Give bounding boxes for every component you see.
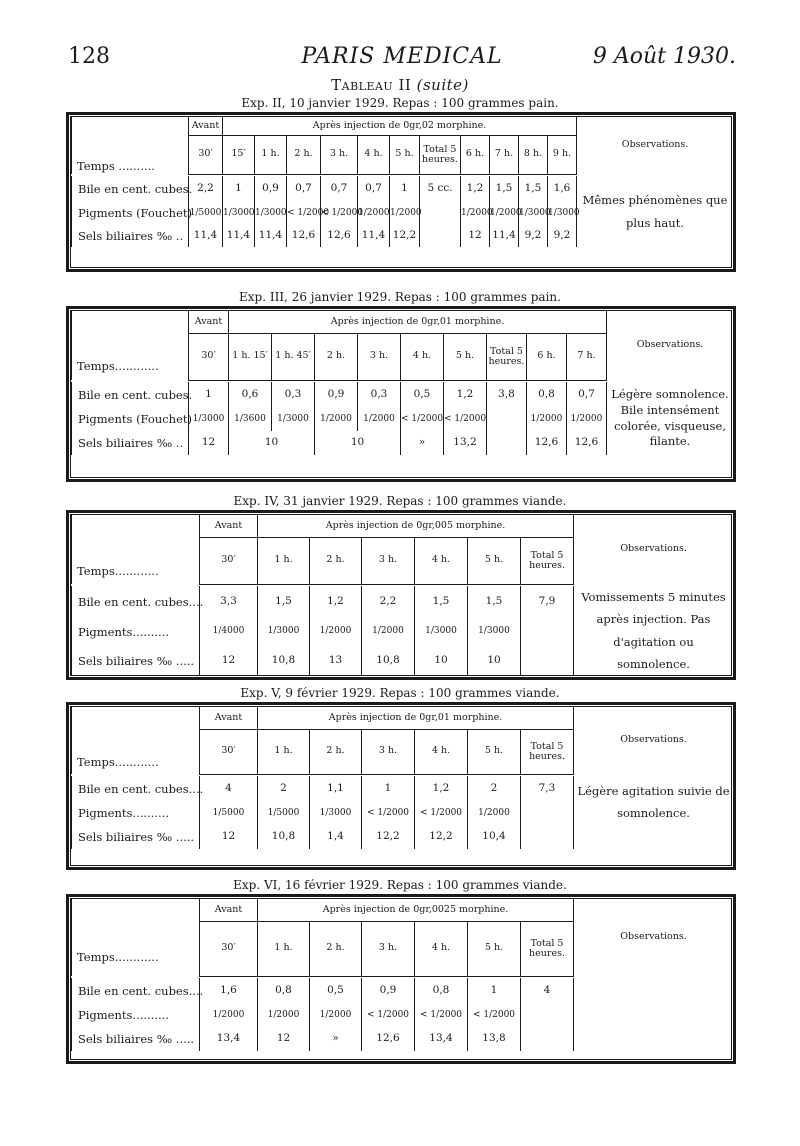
exp-2-time-11: 9 h. bbox=[548, 135, 577, 174]
exp-2-avant: Avant bbox=[189, 117, 223, 135]
exp-4-time-5: 5 h. bbox=[468, 537, 521, 584]
exp-4-bile-1: 1,5 bbox=[258, 586, 310, 618]
exp-6-bile-5: 1 bbox=[468, 978, 521, 1004]
exp-2-pig-7 bbox=[420, 202, 461, 225]
exp-3-bile-8: 0,8 bbox=[527, 382, 567, 408]
exp-2-temps-label: Temps .......... bbox=[77, 159, 155, 173]
exp-2-time-1: 15′ bbox=[223, 135, 255, 174]
exp-2-table bbox=[66, 112, 736, 272]
exp-6-sels-label: Sels biliaires ‰ ..... bbox=[72, 1027, 200, 1051]
exp-2-time-5: 4 h. bbox=[358, 135, 390, 174]
exp-4-bile-label: Bile en cent. cubes.... bbox=[72, 586, 200, 618]
exp-6-condition: Après injection de 0gr,0025 morphine. bbox=[258, 899, 574, 921]
exp-5-observations: Légère agitation suivie de somnolence. bbox=[574, 776, 734, 849]
exp-4-sels-6 bbox=[521, 646, 574, 676]
exp-5-bile-1: 2 bbox=[258, 776, 310, 802]
exp-4-time-1: 1 h. bbox=[258, 537, 310, 584]
exp-3-bile-5: 0,5 bbox=[401, 382, 444, 408]
exp-6-temps-label: Temps............ bbox=[77, 950, 159, 964]
exp-2-bile-label: Bile en cent. cubes. bbox=[72, 176, 189, 202]
exp-3-pig-7 bbox=[487, 408, 527, 431]
exp-6-observations bbox=[574, 978, 734, 1051]
exp-3-sels-8: 12,6 bbox=[527, 431, 567, 455]
exp-5-time-0: 30′ bbox=[200, 729, 258, 774]
exp-2-bile-6: 1 bbox=[390, 176, 420, 202]
exp-4-pig-0: 1/4000 bbox=[200, 618, 258, 646]
exp-5-observations-header: Observations. bbox=[574, 707, 734, 774]
exp-6-sels-5: 13,8 bbox=[468, 1027, 521, 1051]
exp-6-time-3: 3 h. bbox=[362, 921, 415, 976]
exp-6-pig-1: 1/2000 bbox=[258, 1004, 310, 1027]
exp-2-bile-10: 1,5 bbox=[519, 176, 548, 202]
exp-2-bile-4: 0,7 bbox=[321, 176, 358, 202]
exp-4-bile-2: 1,2 bbox=[310, 586, 362, 618]
exp-5-condition: Après injection de 0gr,01 morphine. bbox=[258, 707, 574, 729]
exp-2-bile-0: 2,2 bbox=[189, 176, 223, 202]
exp-3-sels-1: 10 bbox=[229, 431, 315, 455]
page-number: 128 bbox=[68, 44, 110, 69]
exp-4-time-3: 3 h. bbox=[362, 537, 415, 584]
exp-6-bile-4: 0,8 bbox=[415, 978, 468, 1004]
exp-4-bile-0: 3,3 bbox=[200, 586, 258, 618]
exp-2-sels-7 bbox=[420, 225, 461, 247]
exp-3-observations-header: Observations. bbox=[607, 311, 734, 380]
exp-2-pig-8: 1/2000 bbox=[461, 202, 490, 225]
exp-2-sels-9: 11,4 bbox=[490, 225, 519, 247]
exp-2-sels-2: 11,4 bbox=[255, 225, 287, 247]
exp-5-sels-4: 12,2 bbox=[415, 825, 468, 849]
exp-6-sels-0: 13,4 bbox=[200, 1027, 258, 1051]
exp-6-sels-1: 12 bbox=[258, 1027, 310, 1051]
exp-6-time-6: Total 5 heures. bbox=[521, 921, 574, 976]
exp-4-observations: Vomissements 5 minutes après injection. Pas d'agitation ou somnolence. bbox=[574, 586, 734, 676]
exp-5-sels-6 bbox=[521, 825, 574, 849]
exp-5-sels-1: 10,8 bbox=[258, 825, 310, 849]
exp-5-pig-2: 1/3000 bbox=[310, 802, 362, 825]
exp-4-condition: Après injection de 0gr,005 morphine. bbox=[258, 515, 574, 537]
exp-3-condition: Après injection de 0gr,01 morphine. bbox=[229, 311, 607, 333]
exp-6-pig-0: 1/2000 bbox=[200, 1004, 258, 1027]
exp-3-pig-9: 1/2000 bbox=[567, 408, 607, 431]
exp-3-pig-6: < 1/2000 bbox=[444, 408, 487, 431]
exp-6-sels-2: » bbox=[310, 1027, 362, 1051]
exp-5-pig-6 bbox=[521, 802, 574, 825]
exp-6-pig-3: < 1/2000 bbox=[362, 1004, 415, 1027]
exp-4-time-6: Total 5 heures. bbox=[521, 537, 574, 584]
exp-5-sels-label: Sels biliaires ‰ ..... bbox=[72, 825, 200, 849]
exp-3-bile-3: 0,9 bbox=[315, 382, 358, 408]
exp-5-bile-4: 1,2 bbox=[415, 776, 468, 802]
exp-4-bile-6: 7,9 bbox=[521, 586, 574, 618]
exp-3-avant: Avant bbox=[189, 311, 229, 333]
exp-4-pig-4: 1/3000 bbox=[415, 618, 468, 646]
exp-3-bile-0: 1 bbox=[189, 382, 229, 408]
exp-5-sels-5: 10,4 bbox=[468, 825, 521, 849]
exp-3-pig-2: 1/3000 bbox=[272, 408, 315, 431]
exp-2-observations: Mêmes phénomènes que plus haut. bbox=[577, 176, 734, 247]
exp-6-pig-4: < 1/2000 bbox=[415, 1004, 468, 1027]
exp-2-time-9: 7 h. bbox=[490, 135, 519, 174]
exp-5-bile-5: 2 bbox=[468, 776, 521, 802]
exp-4-sels-0: 12 bbox=[200, 646, 258, 676]
exp-4-sels-label: Sels biliaires ‰ ..... bbox=[72, 646, 200, 676]
issue-date: 9 Août 1930. bbox=[592, 44, 736, 69]
exp-2-sels-8: 12 bbox=[461, 225, 490, 247]
exp-2-time-3: 2 h. bbox=[287, 135, 321, 174]
exp-3-bile-4: 0,3 bbox=[358, 382, 401, 408]
exp-2-sels-11: 9,2 bbox=[548, 225, 577, 247]
exp-3-bile-2: 0,3 bbox=[272, 382, 315, 408]
exp-3-bile-9: 0,7 bbox=[567, 382, 607, 408]
exp-6-pig-2: 1/2000 bbox=[310, 1004, 362, 1027]
exp-5-sels-0: 12 bbox=[200, 825, 258, 849]
exp-2-bile-5: 0,7 bbox=[358, 176, 390, 202]
exp-5-pig-3: < 1/2000 bbox=[362, 802, 415, 825]
exp-2-pig-4: < 1/2000 bbox=[321, 202, 358, 225]
exp-3-pigments-label: Pigments (Fouchet) bbox=[72, 408, 189, 431]
exp-5-time-4: 4 h. bbox=[415, 729, 468, 774]
exp-3-temps-label: Temps............ bbox=[77, 359, 159, 373]
exp-2-sels-label: Sels biliaires ‰ .. bbox=[72, 225, 189, 247]
table-title-main: Tableau II bbox=[331, 76, 412, 94]
exp-4-time-0: 30′ bbox=[200, 537, 258, 584]
exp-4-pig-5: 1/3000 bbox=[468, 618, 521, 646]
exp-5-pigments-label: Pigments.......... bbox=[72, 802, 200, 825]
exp-3-sels-6: 13,2 bbox=[444, 431, 487, 455]
exp-2-time-6: 5 h. bbox=[390, 135, 420, 174]
exp-5-time-6: Total 5 heures. bbox=[521, 729, 574, 774]
exp-6-bile-6: 4 bbox=[521, 978, 574, 1004]
exp-2-pig-11: 1/3000 bbox=[548, 202, 577, 225]
exp-4-bile-3: 2,2 bbox=[362, 586, 415, 618]
exp-3-pig-3: 1/2000 bbox=[315, 408, 358, 431]
exp-4-avant: Avant bbox=[200, 515, 258, 537]
exp-6-table bbox=[66, 894, 736, 1064]
exp-3-sels-0: 12 bbox=[189, 431, 229, 455]
exp-2-time-0: 30′ bbox=[189, 135, 223, 174]
exp-5-bile-label: Bile en cent. cubes.... bbox=[72, 776, 200, 802]
exp-2-pigments-label: Pigments (Fouchet) bbox=[72, 202, 189, 225]
exp-4-sels-2: 13 bbox=[310, 646, 362, 676]
exp-4-table bbox=[66, 510, 736, 680]
exp-4-time-2: 2 h. bbox=[310, 537, 362, 584]
exp-4-pigments-label: Pigments.......... bbox=[72, 618, 200, 646]
exp-4-pig-3: 1/2000 bbox=[362, 618, 415, 646]
exp-5-pig-5: 1/2000 bbox=[468, 802, 521, 825]
exp-3-bile-6: 1,2 bbox=[444, 382, 487, 408]
exp-6-sels-4: 13,4 bbox=[415, 1027, 468, 1051]
exp-4-time-4: 4 h. bbox=[415, 537, 468, 584]
exp-6-time-4: 4 h. bbox=[415, 921, 468, 976]
exp-5-caption: Exp. V, 9 février 1929. Repas : 100 grammes viande. bbox=[240, 686, 560, 700]
exp-6-bile-label: Bile en cent. cubes.... bbox=[72, 978, 200, 1004]
exp-2-sels-5: 11,4 bbox=[358, 225, 390, 247]
table-title bbox=[0, 76, 800, 94]
exp-4-bile-5: 1,5 bbox=[468, 586, 521, 618]
exp-4-pig-2: 1/2000 bbox=[310, 618, 362, 646]
exp-2-sels-1: 11,4 bbox=[223, 225, 255, 247]
exp-5-pig-1: 1/5000 bbox=[258, 802, 310, 825]
exp-3-time-8: 6 h. bbox=[527, 333, 567, 380]
exp-3-bile-1: 0,6 bbox=[229, 382, 272, 408]
exp-5-table bbox=[66, 702, 736, 870]
exp-3-table bbox=[66, 306, 736, 482]
exp-6-avant: Avant bbox=[200, 899, 258, 921]
exp-3-pig-1: 1/3600 bbox=[229, 408, 272, 431]
exp-6-sels-6 bbox=[521, 1027, 574, 1051]
exp-4-sels-4: 10 bbox=[415, 646, 468, 676]
exp-2-bile-11: 1,6 bbox=[548, 176, 577, 202]
exp-2-pig-2: 1/3000 bbox=[255, 202, 287, 225]
exp-6-sels-3: 12,6 bbox=[362, 1027, 415, 1051]
exp-2-bile-9: 1,5 bbox=[490, 176, 519, 202]
exp-2-pig-5: 1/2000 bbox=[358, 202, 390, 225]
exp-6-bile-1: 0,8 bbox=[258, 978, 310, 1004]
exp-6-observations-header: Observations. bbox=[574, 899, 734, 976]
exp-2-bile-2: 0,9 bbox=[255, 176, 287, 202]
exp-3-time-7: Total 5 heures. bbox=[487, 333, 527, 380]
exp-3-sels-7 bbox=[487, 431, 527, 455]
exp-4-pig-6 bbox=[521, 618, 574, 646]
exp-2-bile-1: 1 bbox=[223, 176, 255, 202]
exp-2-time-2: 1 h. bbox=[255, 135, 287, 174]
exp-4-bile-4: 1,5 bbox=[415, 586, 468, 618]
exp-2-time-10: 8 h. bbox=[519, 135, 548, 174]
exp-6-caption: Exp. VI, 16 février 1929. Repas : 100 grammes viande. bbox=[233, 878, 567, 892]
exp-3-time-9: 7 h. bbox=[567, 333, 607, 380]
exp-3-caption: Exp. III, 26 janvier 1929. Repas : 100 grammes pain. bbox=[239, 290, 561, 304]
exp-3-pig-0: 1/3000 bbox=[189, 408, 229, 431]
exp-4-sels-5: 10 bbox=[468, 646, 521, 676]
exp-2-sels-0: 11,4 bbox=[189, 225, 223, 247]
exp-5-sels-3: 12,2 bbox=[362, 825, 415, 849]
exp-5-avant: Avant bbox=[200, 707, 258, 729]
exp-3-bile-7: 3,8 bbox=[487, 382, 527, 408]
exp-2-time-4: 3 h. bbox=[321, 135, 358, 174]
table-title-suffix: (suite) bbox=[416, 76, 469, 94]
exp-4-sels-1: 10,8 bbox=[258, 646, 310, 676]
exp-2-pig-10: 1/3000 bbox=[519, 202, 548, 225]
exp-4-pig-1: 1/3000 bbox=[258, 618, 310, 646]
exp-3-bile-label: Bile en cent. cubes. bbox=[72, 382, 189, 408]
exp-2-sels-10: 9,2 bbox=[519, 225, 548, 247]
exp-2-sels-3: 12,6 bbox=[287, 225, 321, 247]
exp-6-pig-5: < 1/2000 bbox=[468, 1004, 521, 1027]
exp-4-sels-3: 10,8 bbox=[362, 646, 415, 676]
exp-2-sels-6: 12,2 bbox=[390, 225, 420, 247]
exp-5-bile-3: 1 bbox=[362, 776, 415, 802]
exp-3-time-2: 1 h. 45′ bbox=[272, 333, 315, 380]
exp-2-time-8: 6 h. bbox=[461, 135, 490, 174]
exp-2-sels-4: 12,6 bbox=[321, 225, 358, 247]
exp-3-sels-label: Sels biliaires ‰ .. bbox=[72, 431, 189, 455]
journal-title: PARIS MEDICAL bbox=[301, 44, 503, 69]
exp-6-bile-3: 0,9 bbox=[362, 978, 415, 1004]
running-head bbox=[68, 40, 736, 74]
exp-6-pigments-label: Pigments.......... bbox=[72, 1004, 200, 1027]
exp-3-sels-3: 10 bbox=[315, 431, 401, 455]
exp-3-time-1: 1 h. 15′ bbox=[229, 333, 272, 380]
exp-2-observations-header: Observations. bbox=[577, 117, 734, 174]
exp-2-pig-0: 1/5000 bbox=[189, 202, 223, 225]
exp-5-bile-6: 7,3 bbox=[521, 776, 574, 802]
exp-4-caption: Exp. IV, 31 janvier 1929. Repas : 100 grammes viande. bbox=[233, 494, 567, 508]
exp-5-sels-2: 1,4 bbox=[310, 825, 362, 849]
exp-2-bile-8: 1,2 bbox=[461, 176, 490, 202]
exp-5-time-5: 5 h. bbox=[468, 729, 521, 774]
exp-5-time-2: 2 h. bbox=[310, 729, 362, 774]
exp-6-time-5: 5 h. bbox=[468, 921, 521, 976]
exp-3-pig-5: < 1/2000 bbox=[401, 408, 444, 431]
exp-4-observations-header: Observations. bbox=[574, 515, 734, 584]
exp-2-pig-6: 1/2000 bbox=[390, 202, 420, 225]
exp-2-time-7: Total 5 heures. bbox=[420, 135, 461, 174]
exp-3-sels-9: 12,6 bbox=[567, 431, 607, 455]
exp-5-temps-label: Temps............ bbox=[77, 755, 159, 769]
exp-5-bile-2: 1,1 bbox=[310, 776, 362, 802]
exp-3-time-6: 5 h. bbox=[444, 333, 487, 380]
exp-6-time-0: 30′ bbox=[200, 921, 258, 976]
exp-2-caption: Exp. II, 10 janvier 1929. Repas : 100 grammes pain. bbox=[241, 96, 559, 110]
exp-3-pig-4: 1/2000 bbox=[358, 408, 401, 431]
exp-2-pig-1: 1/3000 bbox=[223, 202, 255, 225]
exp-2-bile-3: 0,7 bbox=[287, 176, 321, 202]
exp-5-pig-4: < 1/2000 bbox=[415, 802, 468, 825]
exp-5-time-1: 1 h. bbox=[258, 729, 310, 774]
exp-6-pig-6 bbox=[521, 1004, 574, 1027]
exp-3-observations: Légère somnolence. Bile intensément colorée, visqueuse, filante. bbox=[607, 382, 734, 455]
exp-6-bile-0: 1,6 bbox=[200, 978, 258, 1004]
exp-3-pig-8: 1/2000 bbox=[527, 408, 567, 431]
exp-6-time-1: 1 h. bbox=[258, 921, 310, 976]
exp-5-time-3: 3 h. bbox=[362, 729, 415, 774]
exp-6-label-head bbox=[72, 899, 200, 976]
exp-2-condition: Après injection de 0gr,02 morphine. bbox=[223, 117, 577, 135]
exp-3-time-4: 3 h. bbox=[358, 333, 401, 380]
exp-2-bile-7: 5 cc. bbox=[420, 176, 461, 202]
exp-3-time-5: 4 h. bbox=[401, 333, 444, 380]
exp-4-temps-label: Temps............ bbox=[77, 564, 159, 578]
exp-5-pig-0: 1/5000 bbox=[200, 802, 258, 825]
exp-6-time-2: 2 h. bbox=[310, 921, 362, 976]
exp-3-time-0: 30′ bbox=[189, 333, 229, 380]
exp-3-time-3: 2 h. bbox=[315, 333, 358, 380]
exp-2-pig-9: 1/2000 bbox=[490, 202, 519, 225]
exp-3-sels-5: » bbox=[401, 431, 444, 455]
exp-5-bile-0: 4 bbox=[200, 776, 258, 802]
exp-6-bile-2: 0,5 bbox=[310, 978, 362, 1004]
exp-2-pig-3: < 1/2000 bbox=[287, 202, 321, 225]
